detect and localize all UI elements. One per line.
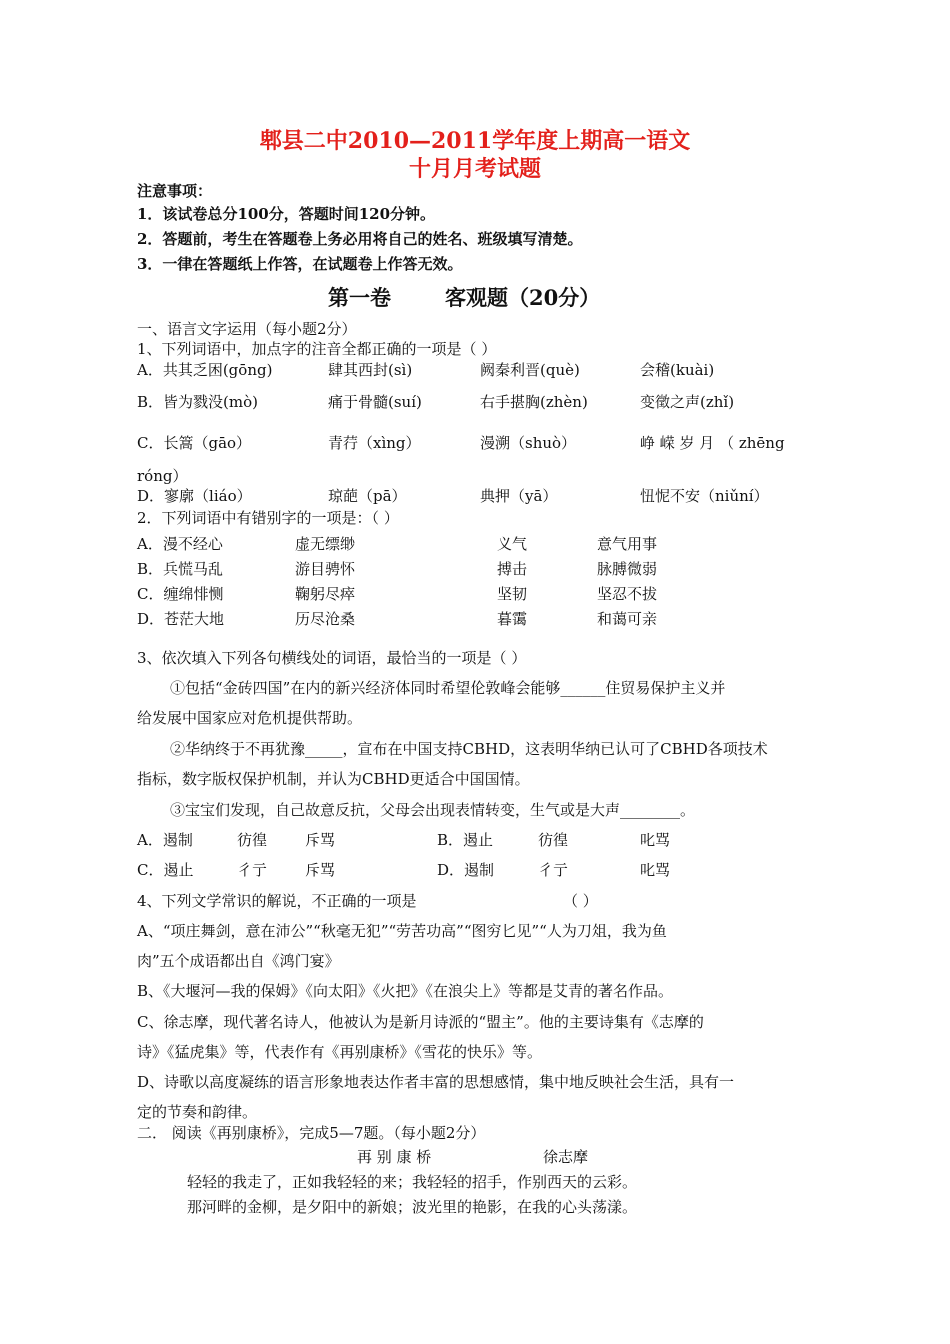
note-item: 1．该试卷总分100分，答题时间120分钟。: [137, 205, 436, 223]
q2-option: 历尽沧桑: [295, 610, 356, 628]
poem-author: 徐志摩: [543, 1148, 589, 1166]
section-name: 客观题（20分）: [445, 285, 601, 310]
q2-option: 暮霭: [497, 610, 528, 628]
part1-heading: 一、语言文字运用（每小题2分）: [137, 320, 357, 338]
q3-sentence-1-cont: 给发展中国家应对危机提供帮助。: [137, 709, 363, 727]
q2-option: 和蔼可亲: [597, 610, 658, 628]
q1-option-d4: 忸怩不安（niǔní）: [640, 487, 769, 505]
q1-option-c1: C．长篙（gāo）: [137, 434, 252, 452]
q3-sentence-1: ①包括“金砖四国”在内的新兴经济体同时希望伦敦峰会能够______住贸易保护主义并: [170, 679, 726, 697]
q3-sentence-2: ②华纳终于不再犹豫_____，宣布在中国支持CBHD，这表明华纳已认可了CBHD各项技术: [170, 740, 768, 758]
q1-option-d2: 琼葩（pā）: [328, 487, 407, 505]
q4-stem: 4、下列文学常识的解说，不正确的一项是: [137, 892, 417, 910]
q1-option-d3: 典押（yā）: [480, 487, 558, 505]
q2-option: 虚无缥缈: [295, 535, 356, 553]
q3-sentence-3: ③宝宝们发现，自己故意反抗，父母会出现表情转变，生气或是大声________。: [170, 801, 696, 819]
q1-option-a2: 肆其西封(sì): [328, 361, 413, 379]
q4-option-c-cont: 诗》《猛虎集》等，代表作有《再别康桥》《雪花的快乐》等。: [137, 1043, 543, 1061]
poem-line: 那河畔的金柳，是夕阳中的新娘；波光里的艳影，在我的心头荡漾。: [187, 1198, 638, 1216]
q3-option: 彷徨: [538, 831, 569, 849]
q1-option-b1: B．皆为戮没(mò): [137, 393, 258, 411]
q3-option: 彳亍: [538, 861, 569, 879]
q3-option: B．遏止: [437, 831, 494, 849]
poem-title: 再 别 康 桥: [357, 1148, 432, 1166]
poem-line: 轻轻的我走了，正如我轻轻的来；我轻轻的招手，作别西天的云彩。: [187, 1173, 638, 1191]
section-label: 第一卷: [328, 285, 391, 310]
q1-option-a1: A．共其乏困(gōng): [137, 361, 273, 379]
q3-sentence-2-cont: 指标，数字版权保护机制，并认为CBHD更适合中国国情。: [137, 770, 530, 788]
q2-option: 鞠躬尽瘁: [295, 585, 356, 603]
q1-option-c2: 青荇（xìng）: [328, 434, 421, 452]
q2-option: 意气用事: [597, 535, 658, 553]
q2-option: 义气: [497, 535, 528, 553]
q2-option: B．兵慌马乱: [137, 560, 224, 578]
q3-option: 叱骂: [640, 831, 671, 849]
q4-paren: （ ）: [563, 892, 598, 910]
notes-heading: 注意事项：: [137, 182, 213, 200]
q3-option: 叱骂: [640, 861, 671, 879]
q1-option-a4: 会稽(kuài): [640, 361, 715, 379]
doc-title-line1: 郫县二中2010—2011学年度上期高一语文: [259, 128, 691, 154]
q4-option-c: C、徐志摩，现代著名诗人，他被认为是新月诗派的“盟主”。他的主要诗集有《志摩的: [137, 1013, 704, 1031]
note-item: 2．答题前，考生在答题卷上务必用将自己的姓名、班级填写清楚。: [137, 230, 583, 248]
q4-option-a: A、“项庄舞剑，意在沛公”“秋毫无犯”“劳苦功高”“图穷匕见”“人为刀俎，我为鱼: [137, 922, 667, 940]
q3-option: A．遏制: [137, 831, 193, 849]
q2-option: 搏击: [497, 560, 528, 578]
part2-heading: 二． 阅读《再别康桥》，完成5—7题。（每小题2分）: [137, 1124, 486, 1142]
q3-stem: 3、依次填入下列各句横线处的词语，最恰当的一项是（ ）: [137, 649, 527, 667]
q2-option: 游目骋怀: [295, 560, 356, 578]
q3-option: C．遏止: [137, 861, 194, 879]
q1-option-d1: D．寥廓（liáo）: [137, 487, 252, 505]
q2-stem: 2．下列词语中有错别字的一项是：（ ）: [137, 509, 399, 527]
q2-option: 坚韧: [497, 585, 528, 603]
note-item: 3．一律在答题纸上作答，在试题卷上作答无效。: [137, 255, 463, 273]
q2-option: 脉膊微弱: [597, 560, 658, 578]
q3-option: 斥骂: [305, 861, 336, 879]
q2-option: 坚忍不拔: [597, 585, 658, 603]
q2-option: A．漫不经心: [137, 535, 223, 553]
doc-title-line2: 十月月考试题: [408, 156, 541, 182]
q4-option-d-cont: 定的节奏和韵律。: [137, 1103, 258, 1121]
q1-option-b3: 右手揕胸(zhèn): [480, 393, 588, 411]
q1-option-b4: 变徵之声(zhǐ): [640, 393, 735, 411]
q3-option: 彳亍: [237, 861, 268, 879]
q2-option: C．缠绵悱恻: [137, 585, 224, 603]
q3-option: 彷徨: [237, 831, 268, 849]
q1-stem: 1、下列词语中，加点字的注音全都正确的一项是（ ）: [137, 340, 497, 358]
q1-option-a3: 阙秦利晋(què): [480, 361, 580, 379]
q3-option: 斥骂: [305, 831, 336, 849]
q3-option: D．遏制: [437, 861, 495, 879]
q1-option-c4: 峥 嵘 岁 月 （ zhēng: [640, 434, 785, 452]
q1-option-c-wrap: róng）: [137, 467, 188, 485]
q4-option-d: D、诗歌以高度凝练的语言形象地表达作者丰富的思想感情，集中地反映社会生活，具有一: [137, 1073, 735, 1091]
q1-option-b2: 痛于骨髓(suí): [328, 393, 422, 411]
q2-option: D．苍茫大地: [137, 610, 225, 628]
q4-option-b: B、《大堰河—我的保姆》《向太阳》《火把》《在浪尖上》等都是艾青的著名作品。: [137, 982, 674, 1000]
q1-option-c3: 漫溯（shuò）: [480, 434, 577, 452]
q4-option-a-cont: 肉”五个成语都出自《鸿门宴》: [137, 952, 340, 970]
